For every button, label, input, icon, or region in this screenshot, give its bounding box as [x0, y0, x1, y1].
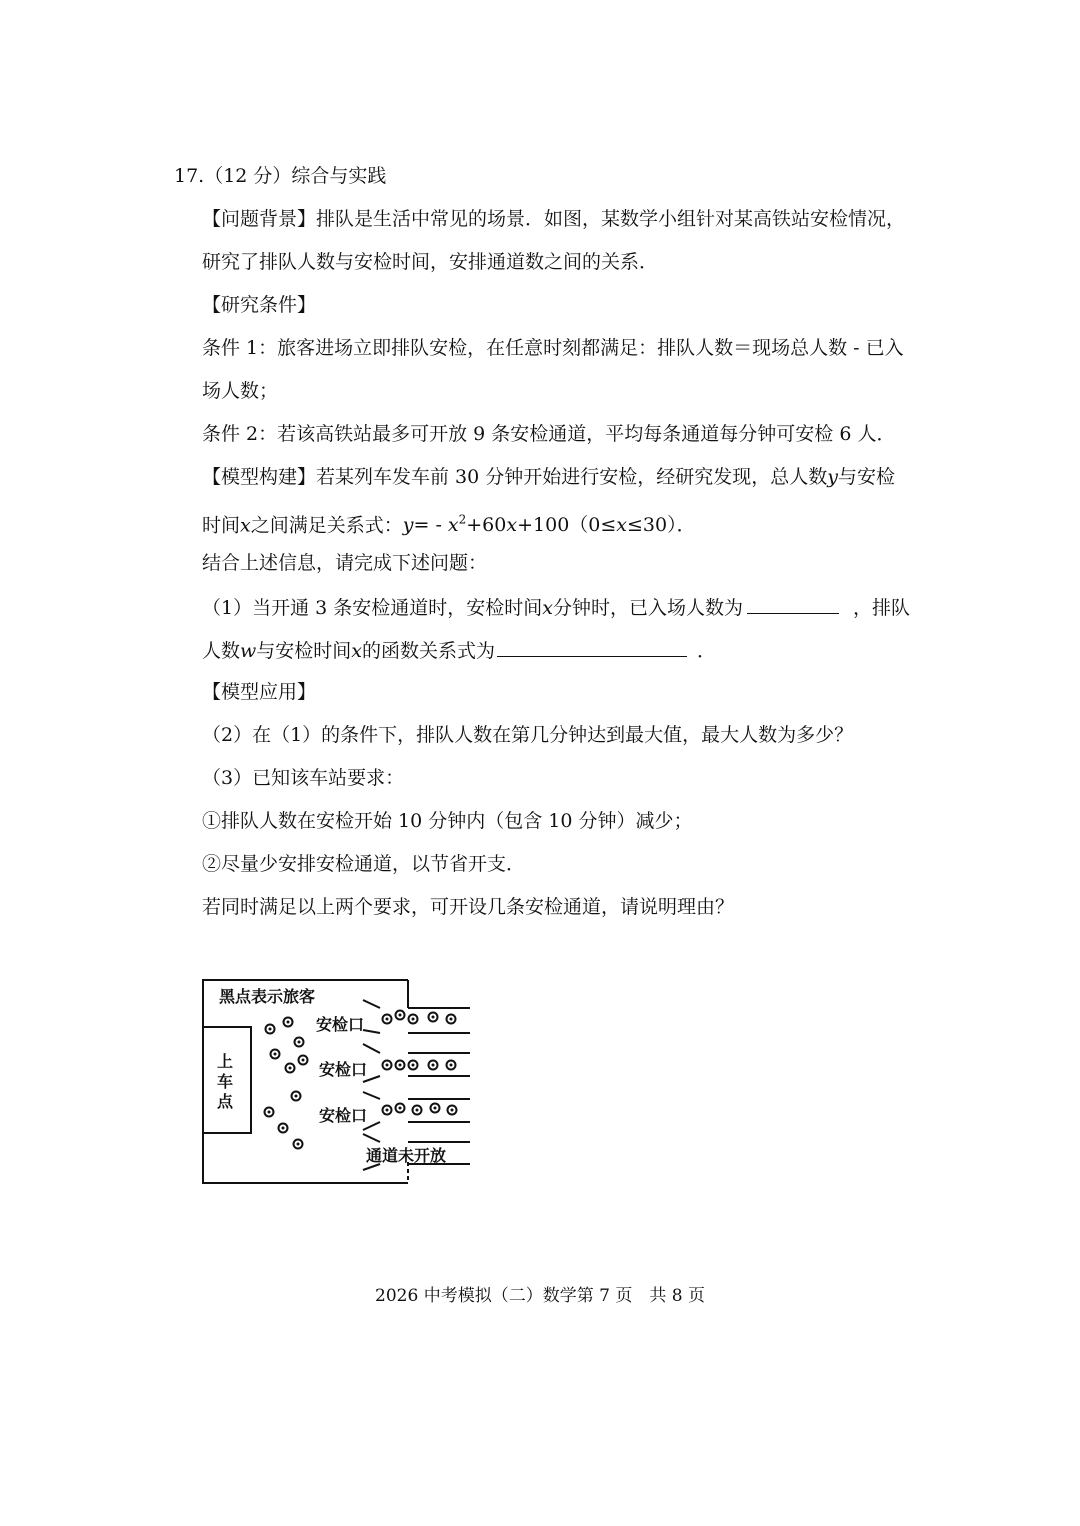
checkpoint-label-1: 安检口 [316, 1015, 365, 1034]
checkpoint-label-3: 安检口 [319, 1106, 368, 1125]
funnel-line [363, 1134, 380, 1142]
legend-label: 黑点表示旅客 [219, 987, 316, 1006]
formula-end: ≤30）． [627, 514, 696, 537]
q1-text-b: 分钟时，已入场人数为 [552, 597, 743, 619]
q1-var-x-2: x [351, 640, 363, 662]
application-heading: 【模型应用】 [202, 681, 317, 703]
model-line-2-mid: 之间满足关系式： [250, 514, 403, 537]
formula-part-3: +100（0≤ [517, 514, 617, 537]
q1-text-a: （1）当开通 3 条安检通道时，安检时间 [202, 597, 543, 619]
q1-line2-text-b: 与安检时间 [256, 640, 352, 662]
condition-1-line-2: 场人数； [202, 380, 279, 402]
formula-exponent: 2 [458, 513, 467, 527]
model-line-1-text: 【模型构建】若某列车发车前 30 分钟开始进行安检，经研究发现，总人数 [202, 466, 828, 488]
boarding-char-1: 上 [217, 1052, 234, 1071]
var-x: x [240, 514, 251, 537]
question-2: （2）在（1）的条件下，排队人数在第几分钟达到最大值，最大人数为多少？ [202, 724, 854, 746]
requirement-1: ①排队人数在安检开始 10 分钟内（包含 10 分钟）减少； [202, 810, 693, 832]
var-y: y [827, 466, 838, 488]
condition-2: 条件 2：若该高铁站最多可开放 9 条安检通道，平均每条通道每分钟可安检 6 人． [202, 423, 896, 445]
formula-y: y [402, 514, 414, 537]
answer-blank-entered[interactable] [747, 593, 839, 614]
question-17-title: 17.（12 分）综合与实践 [174, 165, 387, 187]
q1-text-c: ，排队 [853, 597, 911, 619]
model-line-2-text: 时间 [202, 514, 241, 537]
page-footer: 2026 中考模拟（二）数学第 7 页 共 8 页 [375, 1286, 705, 1306]
q1-var-x: x [542, 597, 553, 619]
security-check-figure [195, 972, 485, 1192]
q1-line2-text-c: 的函数关系式为 [362, 640, 496, 662]
funnel-line [363, 1092, 380, 1099]
requirement-2: ②尽量少安排安检通道，以节省开支． [202, 853, 526, 875]
formula-part-1: = - [413, 514, 448, 537]
funnel-line [363, 1000, 380, 1008]
formula-x-3: x [616, 514, 628, 537]
answer-blank-function[interactable] [497, 636, 687, 657]
model-line-1-tail: 与安检 [838, 466, 896, 488]
boarding-char-2: 车 [217, 1072, 234, 1091]
q1-var-w: w [240, 640, 257, 662]
closed-lane-label: 通道未开放 [366, 1146, 447, 1165]
combine-prompt: 结合上述信息，请完成下述问题： [202, 552, 488, 574]
question-3: （3）已知该车站要求： [202, 767, 405, 789]
funnel-line [363, 1044, 380, 1053]
formula-x: x [447, 514, 459, 537]
formula-x-2: x [506, 514, 518, 537]
question-1-line-2 [202, 636, 716, 664]
checkpoint-label-2: 安检口 [319, 1060, 368, 1079]
model-line-2 [202, 507, 696, 538]
final-question: 若同时满足以上两个要求，可开设几条安检通道，请说明理由？ [202, 896, 735, 918]
q1-line2-end: ． [697, 640, 717, 662]
q1-line2-text-a: 人数 [202, 640, 241, 662]
condition-1-line-1: 条件 1：旅客进场立即排队安检，在任意时刻都满足：排队人数＝现场总人数 - 已入 [202, 337, 904, 359]
formula-part-2: +60 [466, 514, 507, 537]
background-line-1: 【问题背景】排队是生活中常见的场景．如图，某数学小组针对某高铁站安检情况， [202, 208, 906, 230]
background-line-2: 研究了排队人数与安检时间，安排通道数之间的关系． [202, 251, 659, 273]
boarding-point-label [217, 1052, 233, 1112]
question-1-line-1 [202, 593, 910, 621]
model-line-1 [202, 464, 895, 490]
funnel-line [363, 1030, 380, 1033]
boarding-char-3: 点 [217, 1092, 234, 1111]
formula [403, 514, 696, 536]
conditions-heading: 【研究条件】 [202, 294, 317, 316]
